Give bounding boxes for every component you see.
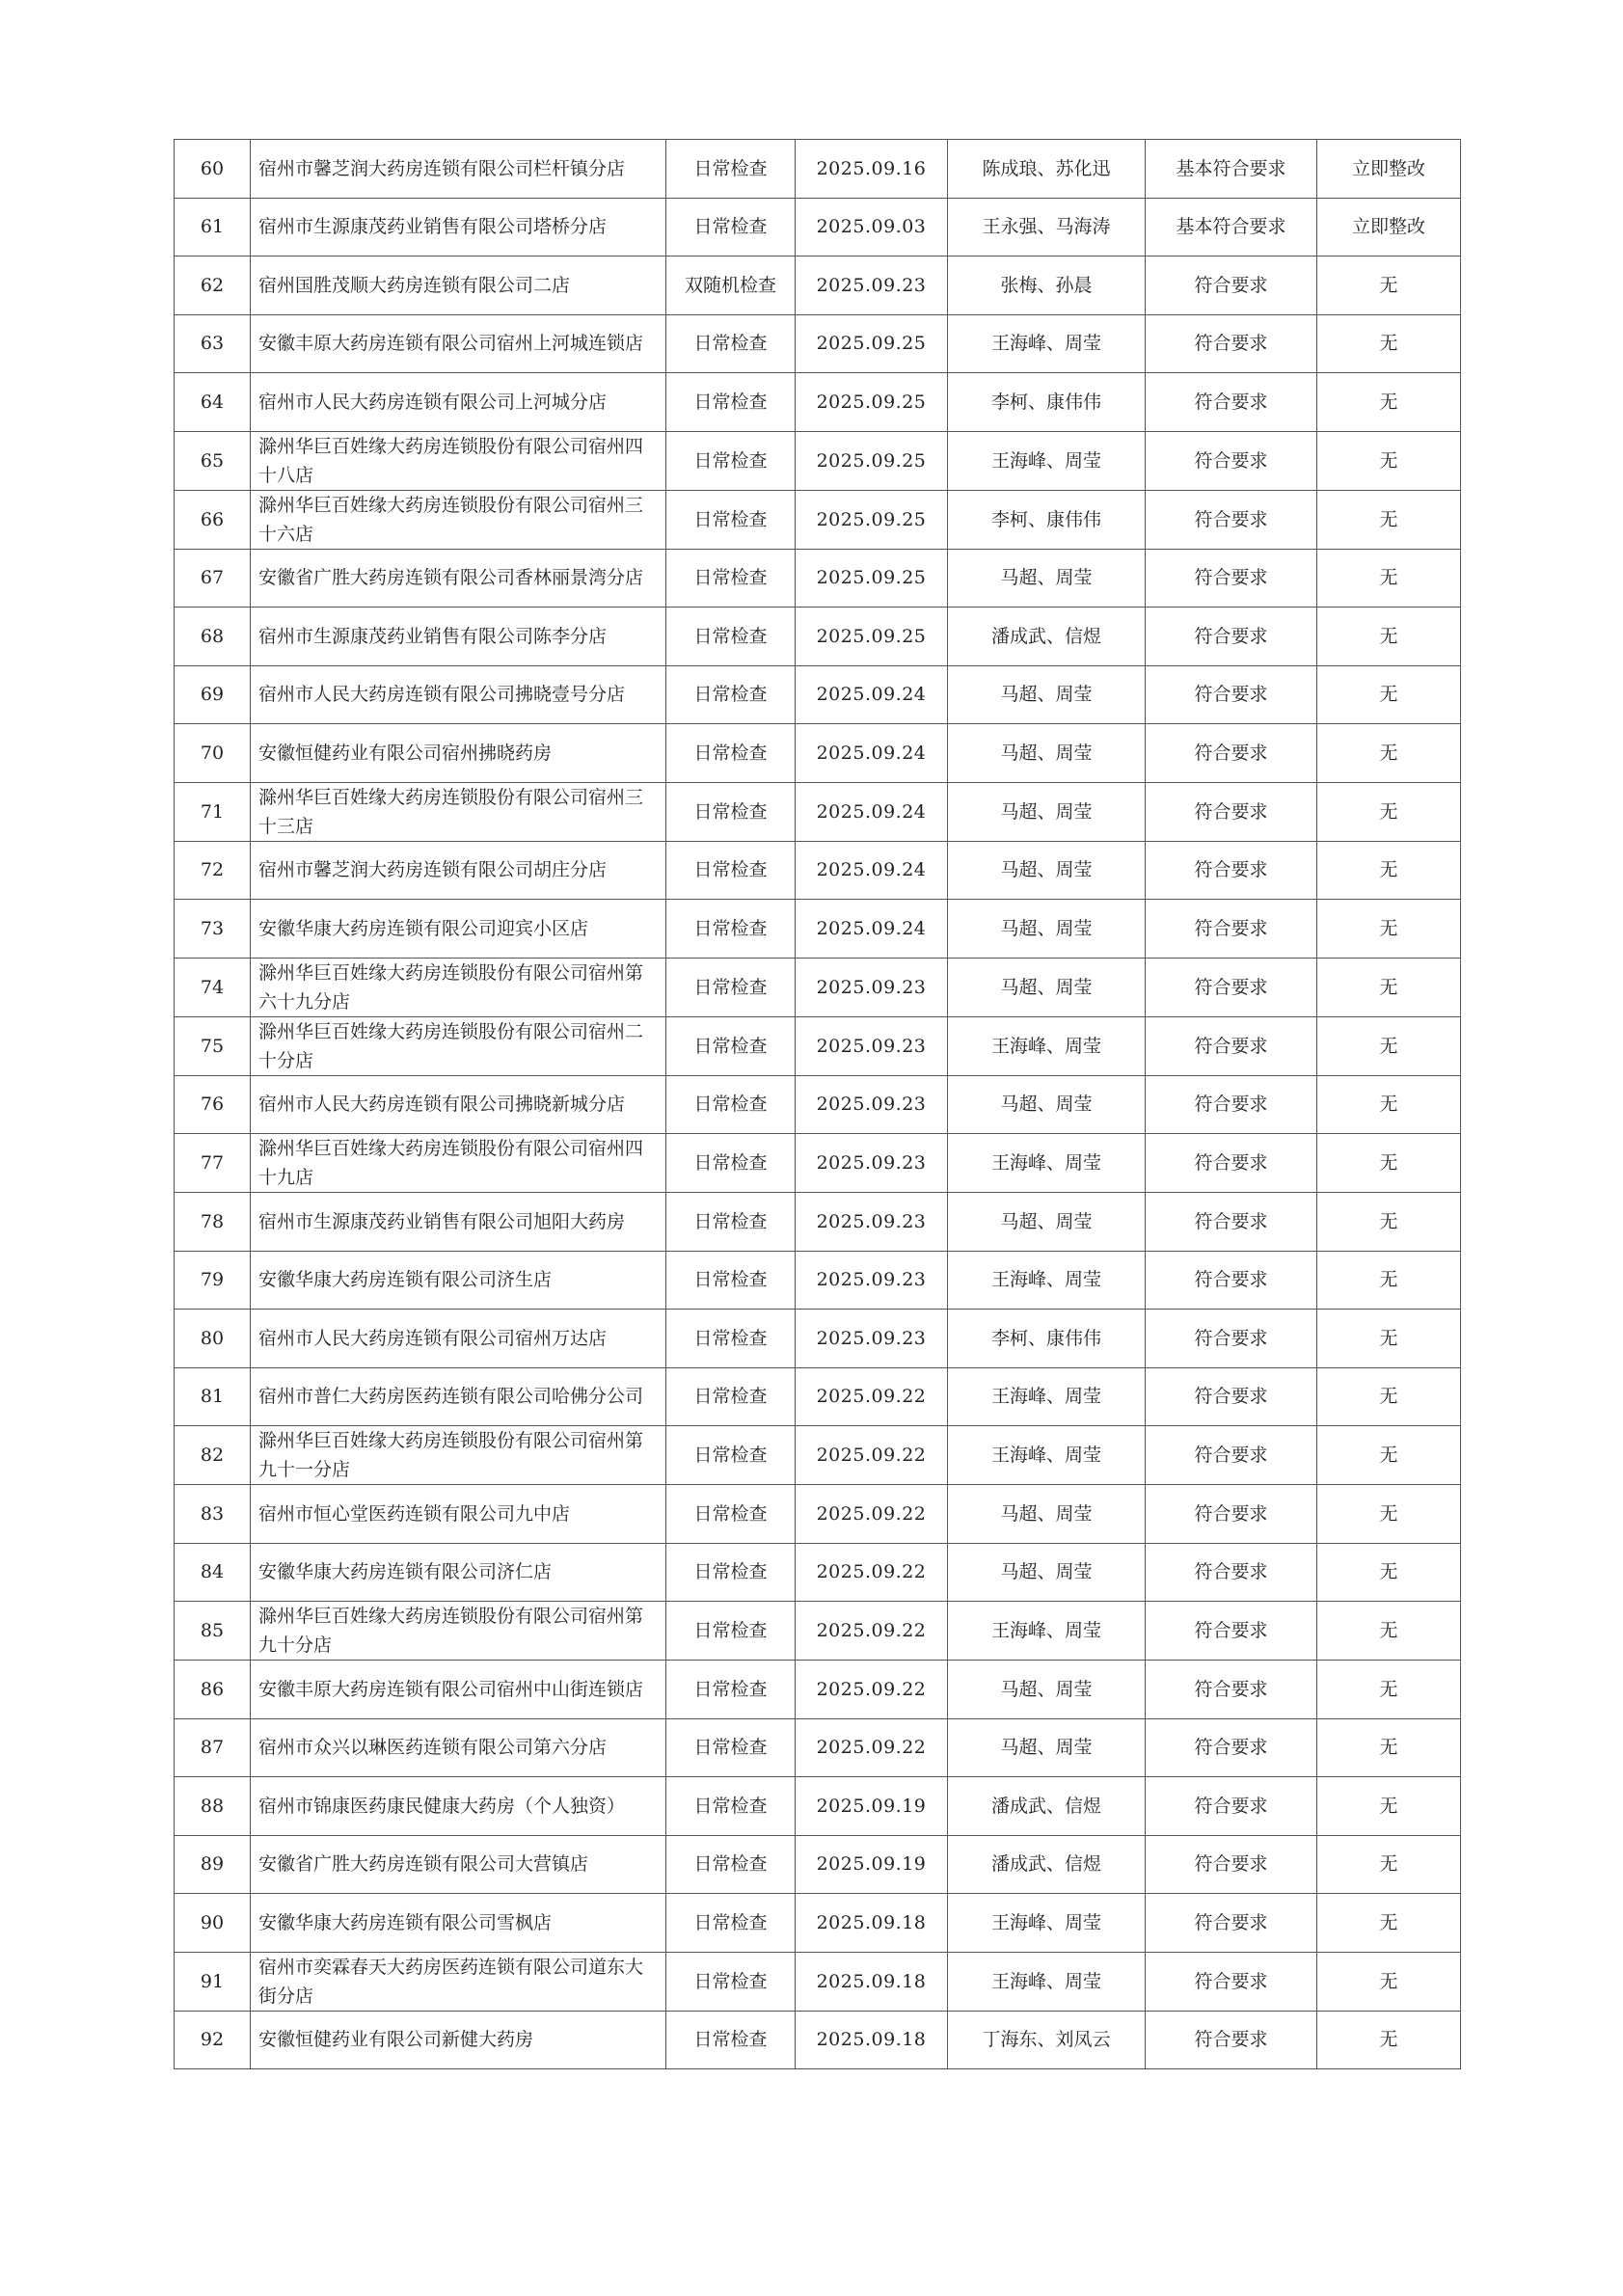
inspection-type-cell: 日常检查 — [666, 1952, 796, 2011]
inspection-result-cell: 符合要求 — [1146, 1251, 1317, 1310]
inspectors-cell: 张梅、孙晨 — [948, 257, 1146, 315]
inspection-result-cell: 符合要求 — [1146, 314, 1317, 373]
inspection-result-cell: 符合要求 — [1146, 549, 1317, 608]
inspection-date-cell: 2025.09.23 — [796, 1016, 948, 1075]
inspection-type-cell: 日常检查 — [666, 1367, 796, 1426]
inspectors-cell: 王永强、马海涛 — [948, 198, 1146, 257]
inspection-date-cell: 2025.09.25 — [796, 431, 948, 490]
row-number-cell: 74 — [175, 958, 251, 1016]
table-row — [175, 1661, 1461, 1719]
inspectors-cell: 王海峰、周莹 — [948, 314, 1146, 373]
inspectors-cell: 丁海东、刘凤云 — [948, 2011, 1146, 2069]
inspection-type-cell: 双随机检查 — [666, 257, 796, 315]
inspection-result-cell: 符合要求 — [1146, 431, 1317, 490]
inspection-type-cell: 日常检查 — [666, 1777, 796, 1836]
inspection-table-body — [175, 140, 1461, 2069]
pharmacy-name-cell: 宿州市奕霖春天大药房医药连锁有限公司道东大街分店 — [251, 1952, 666, 2011]
inspection-date-cell: 2025.09.03 — [796, 198, 948, 257]
inspection-type-cell: 日常检查 — [666, 431, 796, 490]
table-row — [175, 724, 1461, 783]
inspection-date-cell: 2025.09.22 — [796, 1426, 948, 1485]
handling-measure-cell: 无 — [1317, 1310, 1461, 1368]
handling-measure-cell: 无 — [1317, 431, 1461, 490]
row-number-cell: 60 — [175, 140, 251, 199]
table-row — [175, 314, 1461, 373]
pharmacy-name-cell: 滁州华巨百姓缘大药房连锁股份有限公司宿州二十分店 — [251, 1016, 666, 1075]
inspection-date-cell: 2025.09.25 — [796, 314, 948, 373]
inspectors-cell: 潘成武、信煜 — [948, 608, 1146, 666]
row-number-cell: 77 — [175, 1134, 251, 1193]
pharmacy-name-cell: 安徽华康大药房连锁有限公司雪枫店 — [251, 1894, 666, 1953]
inspection-type-cell: 日常检查 — [666, 549, 796, 608]
inspection-result-cell: 符合要求 — [1146, 1952, 1317, 2011]
table-row — [175, 665, 1461, 724]
row-number-cell: 68 — [175, 608, 251, 666]
inspection-type-cell: 日常检查 — [666, 1426, 796, 1485]
inspection-date-cell: 2025.09.23 — [796, 1075, 948, 1134]
handling-measure-cell: 无 — [1317, 490, 1461, 549]
inspection-result-cell: 符合要求 — [1146, 1310, 1317, 1368]
inspectors-cell: 王海峰、周莹 — [948, 1894, 1146, 1953]
inspection-result-cell: 符合要求 — [1146, 665, 1317, 724]
inspection-type-cell: 日常检查 — [666, 490, 796, 549]
inspection-type-cell: 日常检查 — [666, 608, 796, 666]
handling-measure-cell: 无 — [1317, 1661, 1461, 1719]
table-row — [175, 1075, 1461, 1134]
inspection-date-cell: 2025.09.18 — [796, 1894, 948, 1953]
inspectors-cell: 王海峰、周莹 — [948, 1602, 1146, 1661]
inspection-type-cell: 日常检查 — [666, 1016, 796, 1075]
inspection-type-cell: 日常检查 — [666, 724, 796, 783]
row-number-cell: 85 — [175, 1602, 251, 1661]
pharmacy-name-cell: 滁州华巨百姓缘大药房连锁股份有限公司宿州第九十一分店 — [251, 1426, 666, 1485]
inspection-type-cell: 日常检查 — [666, 2011, 796, 2069]
pharmacy-name-cell: 宿州市人民大药房连锁有限公司上河城分店 — [251, 373, 666, 432]
handling-measure-cell: 无 — [1317, 608, 1461, 666]
inspectors-cell: 马超、周莹 — [948, 841, 1146, 900]
inspection-date-cell: 2025.09.24 — [796, 724, 948, 783]
inspection-type-cell: 日常检查 — [666, 1193, 796, 1252]
row-number-cell: 91 — [175, 1952, 251, 2011]
inspection-result-cell: 符合要求 — [1146, 1075, 1317, 1134]
row-number-cell: 83 — [175, 1485, 251, 1544]
inspection-result-cell: 符合要求 — [1146, 2011, 1317, 2069]
handling-measure-cell: 无 — [1317, 257, 1461, 315]
inspection-result-cell: 符合要求 — [1146, 1134, 1317, 1193]
table-row — [175, 841, 1461, 900]
table-row — [175, 1251, 1461, 1310]
inspection-type-cell: 日常检查 — [666, 1134, 796, 1193]
inspectors-cell: 马超、周莹 — [948, 1193, 1146, 1252]
table-row — [175, 140, 1461, 199]
inspectors-cell: 王海峰、周莹 — [948, 1016, 1146, 1075]
row-number-cell: 63 — [175, 314, 251, 373]
inspectors-cell: 马超、周莹 — [948, 1718, 1146, 1777]
inspection-type-cell: 日常检查 — [666, 1661, 796, 1719]
pharmacy-name-cell: 宿州市人民大药房连锁有限公司宿州万达店 — [251, 1310, 666, 1368]
inspection-type-cell: 日常检查 — [666, 1310, 796, 1368]
table-row — [175, 782, 1461, 841]
inspection-date-cell: 2025.09.22 — [796, 1485, 948, 1544]
table-row — [175, 373, 1461, 432]
handling-measure-cell: 无 — [1317, 1426, 1461, 1485]
table-row — [175, 198, 1461, 257]
inspection-result-cell: 符合要求 — [1146, 900, 1317, 959]
pharmacy-name-cell: 宿州市馨芝润大药房连锁有限公司栏杆镇分店 — [251, 140, 666, 199]
table-row — [175, 257, 1461, 315]
table-row — [175, 1835, 1461, 1894]
table-row — [175, 549, 1461, 608]
inspection-type-cell: 日常检查 — [666, 373, 796, 432]
inspectors-cell: 王海峰、周莹 — [948, 1251, 1146, 1310]
row-number-cell: 90 — [175, 1894, 251, 1953]
row-number-cell: 73 — [175, 900, 251, 959]
pharmacy-name-cell: 安徽华康大药房连锁有限公司济生店 — [251, 1251, 666, 1310]
row-number-cell: 62 — [175, 257, 251, 315]
handling-measure-cell: 无 — [1317, 1777, 1461, 1836]
handling-measure-cell: 立即整改 — [1317, 198, 1461, 257]
inspection-date-cell: 2025.09.22 — [796, 1367, 948, 1426]
inspection-result-cell: 基本符合要求 — [1146, 140, 1317, 199]
inspectors-cell: 马超、周莹 — [948, 724, 1146, 783]
inspection-date-cell: 2025.09.23 — [796, 1251, 948, 1310]
handling-measure-cell: 无 — [1317, 665, 1461, 724]
inspection-result-cell: 符合要求 — [1146, 1602, 1317, 1661]
handling-measure-cell: 无 — [1317, 373, 1461, 432]
row-number-cell: 86 — [175, 1661, 251, 1719]
inspection-date-cell: 2025.09.19 — [796, 1835, 948, 1894]
inspection-type-cell: 日常检查 — [666, 1835, 796, 1894]
inspection-type-cell: 日常检查 — [666, 841, 796, 900]
pharmacy-name-cell: 滁州华巨百姓缘大药房连锁股份有限公司宿州第六十九分店 — [251, 958, 666, 1016]
inspection-result-cell: 符合要求 — [1146, 1367, 1317, 1426]
inspection-date-cell: 2025.09.23 — [796, 257, 948, 315]
inspection-result-cell: 基本符合要求 — [1146, 198, 1317, 257]
inspectors-cell: 马超、周莹 — [948, 549, 1146, 608]
pharmacy-name-cell: 安徽省广胜大药房连锁有限公司大营镇店 — [251, 1835, 666, 1894]
inspection-date-cell: 2025.09.19 — [796, 1777, 948, 1836]
inspectors-cell: 潘成武、信煜 — [948, 1777, 1146, 1836]
inspection-result-cell: 符合要求 — [1146, 724, 1317, 783]
inspection-result-cell: 符合要求 — [1146, 841, 1317, 900]
table-row — [175, 1310, 1461, 1368]
row-number-cell: 61 — [175, 198, 251, 257]
table-row — [175, 900, 1461, 959]
inspection-type-cell: 日常检查 — [666, 1543, 796, 1602]
table-row — [175, 431, 1461, 490]
inspection-date-cell: 2025.09.22 — [796, 1661, 948, 1719]
pharmacy-name-cell: 宿州市人民大药房连锁有限公司拂晓新城分店 — [251, 1075, 666, 1134]
inspectors-cell: 李柯、康伟伟 — [948, 490, 1146, 549]
inspectors-cell: 王海峰、周莹 — [948, 1952, 1146, 2011]
row-number-cell: 66 — [175, 490, 251, 549]
pharmacy-name-cell: 滁州华巨百姓缘大药房连锁股份有限公司宿州三十六店 — [251, 490, 666, 549]
inspection-type-cell: 日常检查 — [666, 665, 796, 724]
inspection-type-cell: 日常检查 — [666, 1075, 796, 1134]
pharmacy-name-cell: 安徽华康大药房连锁有限公司迎宾小区店 — [251, 900, 666, 959]
row-number-cell: 92 — [175, 2011, 251, 2069]
pharmacy-name-cell: 安徽丰原大药房连锁有限公司宿州上河城连锁店 — [251, 314, 666, 373]
inspection-result-cell: 符合要求 — [1146, 608, 1317, 666]
table-row — [175, 1777, 1461, 1836]
inspection-date-cell: 2025.09.24 — [796, 900, 948, 959]
row-number-cell: 65 — [175, 431, 251, 490]
inspectors-cell: 王海峰、周莹 — [948, 1134, 1146, 1193]
row-number-cell: 88 — [175, 1777, 251, 1836]
inspection-result-cell: 符合要求 — [1146, 1193, 1317, 1252]
row-number-cell: 78 — [175, 1193, 251, 1252]
inspectors-cell: 马超、周莹 — [948, 782, 1146, 841]
inspection-date-cell: 2025.09.22 — [796, 1718, 948, 1777]
table-row — [175, 1134, 1461, 1193]
handling-measure-cell: 无 — [1317, 1251, 1461, 1310]
inspection-date-cell: 2025.09.25 — [796, 373, 948, 432]
row-number-cell: 72 — [175, 841, 251, 900]
handling-measure-cell: 无 — [1317, 1543, 1461, 1602]
inspectors-cell: 王海峰、周莹 — [948, 431, 1146, 490]
row-number-cell: 84 — [175, 1543, 251, 1602]
handling-measure-cell: 无 — [1317, 314, 1461, 373]
table-row — [175, 1016, 1461, 1075]
pharmacy-name-cell: 宿州市普仁大药房医药连锁有限公司哈佛分公司 — [251, 1367, 666, 1426]
inspection-type-cell: 日常检查 — [666, 958, 796, 1016]
handling-measure-cell: 无 — [1317, 958, 1461, 1016]
handling-measure-cell: 无 — [1317, 1952, 1461, 2011]
inspectors-cell: 马超、周莹 — [948, 1075, 1146, 1134]
inspection-date-cell: 2025.09.24 — [796, 782, 948, 841]
row-number-cell: 81 — [175, 1367, 251, 1426]
handling-measure-cell: 无 — [1317, 1894, 1461, 1953]
inspection-date-cell: 2025.09.22 — [796, 1602, 948, 1661]
inspectors-cell: 马超、周莹 — [948, 958, 1146, 1016]
pharmacy-name-cell: 安徽省广胜大药房连锁有限公司香林丽景湾分店 — [251, 549, 666, 608]
inspectors-cell: 王海峰、周莹 — [948, 1426, 1146, 1485]
pharmacy-name-cell: 安徽恒健药业有限公司新健大药房 — [251, 2011, 666, 2069]
inspection-result-cell: 符合要求 — [1146, 1485, 1317, 1544]
inspectors-cell: 王海峰、周莹 — [948, 1367, 1146, 1426]
pharmacy-name-cell: 滁州华巨百姓缘大药房连锁股份有限公司宿州四十九店 — [251, 1134, 666, 1193]
handling-measure-cell: 无 — [1317, 1134, 1461, 1193]
inspectors-cell: 李柯、康伟伟 — [948, 1310, 1146, 1368]
pharmacy-name-cell: 滁州华巨百姓缘大药房连锁股份有限公司宿州第九十分店 — [251, 1602, 666, 1661]
inspection-table — [174, 139, 1461, 2069]
inspection-result-cell: 符合要求 — [1146, 490, 1317, 549]
handling-measure-cell: 无 — [1317, 1075, 1461, 1134]
table-row — [175, 1894, 1461, 1953]
table-row — [175, 1543, 1461, 1602]
inspection-result-cell: 符合要求 — [1146, 373, 1317, 432]
inspection-date-cell: 2025.09.18 — [796, 1952, 948, 2011]
pharmacy-name-cell: 宿州市众兴以琳医药连锁有限公司第六分店 — [251, 1718, 666, 1777]
inspection-result-cell: 符合要求 — [1146, 1016, 1317, 1075]
handling-measure-cell: 无 — [1317, 841, 1461, 900]
handling-measure-cell: 无 — [1317, 724, 1461, 783]
handling-measure-cell: 立即整改 — [1317, 140, 1461, 199]
handling-measure-cell: 无 — [1317, 2011, 1461, 2069]
inspection-date-cell: 2025.09.25 — [796, 490, 948, 549]
inspectors-cell: 李柯、康伟伟 — [948, 373, 1146, 432]
inspection-type-cell: 日常检查 — [666, 1485, 796, 1544]
row-number-cell: 82 — [175, 1426, 251, 1485]
pharmacy-name-cell: 宿州市人民大药房连锁有限公司拂晓壹号分店 — [251, 665, 666, 724]
pharmacy-name-cell: 滁州华巨百姓缘大药房连锁股份有限公司宿州三十三店 — [251, 782, 666, 841]
inspection-result-cell: 符合要求 — [1146, 1543, 1317, 1602]
pharmacy-name-cell: 宿州市生源康茂药业销售有限公司塔桥分店 — [251, 198, 666, 257]
inspection-result-cell: 符合要求 — [1146, 958, 1317, 1016]
inspection-date-cell: 2025.09.24 — [796, 665, 948, 724]
handling-measure-cell: 无 — [1317, 782, 1461, 841]
pharmacy-name-cell: 宿州市生源康茂药业销售有限公司旭阳大药房 — [251, 1193, 666, 1252]
inspection-type-cell: 日常检查 — [666, 900, 796, 959]
table-row — [175, 1718, 1461, 1777]
inspection-date-cell: 2025.09.22 — [796, 1543, 948, 1602]
row-number-cell: 80 — [175, 1310, 251, 1368]
inspection-type-cell: 日常检查 — [666, 782, 796, 841]
inspection-date-cell: 2025.09.23 — [796, 1310, 948, 1368]
pharmacy-name-cell: 滁州华巨百姓缘大药房连锁股份有限公司宿州四十八店 — [251, 431, 666, 490]
inspection-date-cell: 2025.09.24 — [796, 841, 948, 900]
table-row — [175, 1367, 1461, 1426]
table-row — [175, 1426, 1461, 1485]
inspection-date-cell: 2025.09.16 — [796, 140, 948, 199]
inspection-date-cell: 2025.09.23 — [796, 1193, 948, 1252]
handling-measure-cell: 无 — [1317, 1016, 1461, 1075]
row-number-cell: 89 — [175, 1835, 251, 1894]
handling-measure-cell: 无 — [1317, 1485, 1461, 1544]
inspection-result-cell: 符合要求 — [1146, 782, 1317, 841]
row-number-cell: 69 — [175, 665, 251, 724]
inspection-result-cell: 符合要求 — [1146, 1777, 1317, 1836]
inspectors-cell: 马超、周莹 — [948, 1485, 1146, 1544]
table-row — [175, 1602, 1461, 1661]
inspectors-cell: 马超、周莹 — [948, 1543, 1146, 1602]
inspectors-cell: 马超、周莹 — [948, 900, 1146, 959]
inspection-date-cell: 2025.09.18 — [796, 2011, 948, 2069]
pharmacy-name-cell: 宿州国胜茂顺大药房连锁有限公司二店 — [251, 257, 666, 315]
inspection-result-cell: 符合要求 — [1146, 1718, 1317, 1777]
table-row — [175, 608, 1461, 666]
handling-measure-cell: 无 — [1317, 549, 1461, 608]
row-number-cell: 64 — [175, 373, 251, 432]
inspection-type-cell: 日常检查 — [666, 314, 796, 373]
inspection-type-cell: 日常检查 — [666, 1251, 796, 1310]
pharmacy-name-cell: 安徽华康大药房连锁有限公司济仁店 — [251, 1543, 666, 1602]
inspection-type-cell: 日常检查 — [666, 1602, 796, 1661]
inspectors-cell: 陈成琅、苏化迅 — [948, 140, 1146, 199]
table-row — [175, 958, 1461, 1016]
inspection-type-cell: 日常检查 — [666, 1894, 796, 1953]
inspection-type-cell: 日常检查 — [666, 140, 796, 199]
pharmacy-name-cell: 安徽丰原大药房连锁有限公司宿州中山街连锁店 — [251, 1661, 666, 1719]
inspection-result-cell: 符合要求 — [1146, 1894, 1317, 1953]
row-number-cell: 87 — [175, 1718, 251, 1777]
row-number-cell: 67 — [175, 549, 251, 608]
inspection-type-cell: 日常检查 — [666, 198, 796, 257]
pharmacy-name-cell: 宿州市恒心堂医药连锁有限公司九中店 — [251, 1485, 666, 1544]
inspection-date-cell: 2025.09.25 — [796, 608, 948, 666]
inspectors-cell: 马超、周莹 — [948, 1661, 1146, 1719]
pharmacy-name-cell: 宿州市锦康医药康民健康大药房（个人独资） — [251, 1777, 666, 1836]
inspection-result-cell: 符合要求 — [1146, 1835, 1317, 1894]
inspection-result-cell: 符合要求 — [1146, 1661, 1317, 1719]
row-number-cell: 75 — [175, 1016, 251, 1075]
pharmacy-name-cell: 宿州市生源康茂药业销售有限公司陈李分店 — [251, 608, 666, 666]
handling-measure-cell: 无 — [1317, 1602, 1461, 1661]
inspection-type-cell: 日常检查 — [666, 1718, 796, 1777]
pharmacy-name-cell: 宿州市馨芝润大药房连锁有限公司胡庄分店 — [251, 841, 666, 900]
handling-measure-cell: 无 — [1317, 1193, 1461, 1252]
pharmacy-name-cell: 安徽恒健药业有限公司宿州拂晓药房 — [251, 724, 666, 783]
table-row — [175, 1485, 1461, 1544]
inspectors-cell: 潘成武、信煜 — [948, 1835, 1146, 1894]
inspection-date-cell: 2025.09.25 — [796, 549, 948, 608]
table-row — [175, 1952, 1461, 2011]
inspection-date-cell: 2025.09.23 — [796, 1134, 948, 1193]
handling-measure-cell: 无 — [1317, 1367, 1461, 1426]
row-number-cell: 71 — [175, 782, 251, 841]
inspection-result-cell: 符合要求 — [1146, 1426, 1317, 1485]
inspection-date-cell: 2025.09.23 — [796, 958, 948, 1016]
row-number-cell: 70 — [175, 724, 251, 783]
row-number-cell: 79 — [175, 1251, 251, 1310]
row-number-cell: 76 — [175, 1075, 251, 1134]
handling-measure-cell: 无 — [1317, 1718, 1461, 1777]
inspectors-cell: 马超、周莹 — [948, 665, 1146, 724]
handling-measure-cell: 无 — [1317, 900, 1461, 959]
table-row — [175, 1193, 1461, 1252]
handling-measure-cell: 无 — [1317, 1835, 1461, 1894]
table-row — [175, 490, 1461, 549]
inspection-result-cell: 符合要求 — [1146, 257, 1317, 315]
table-row — [175, 2011, 1461, 2069]
